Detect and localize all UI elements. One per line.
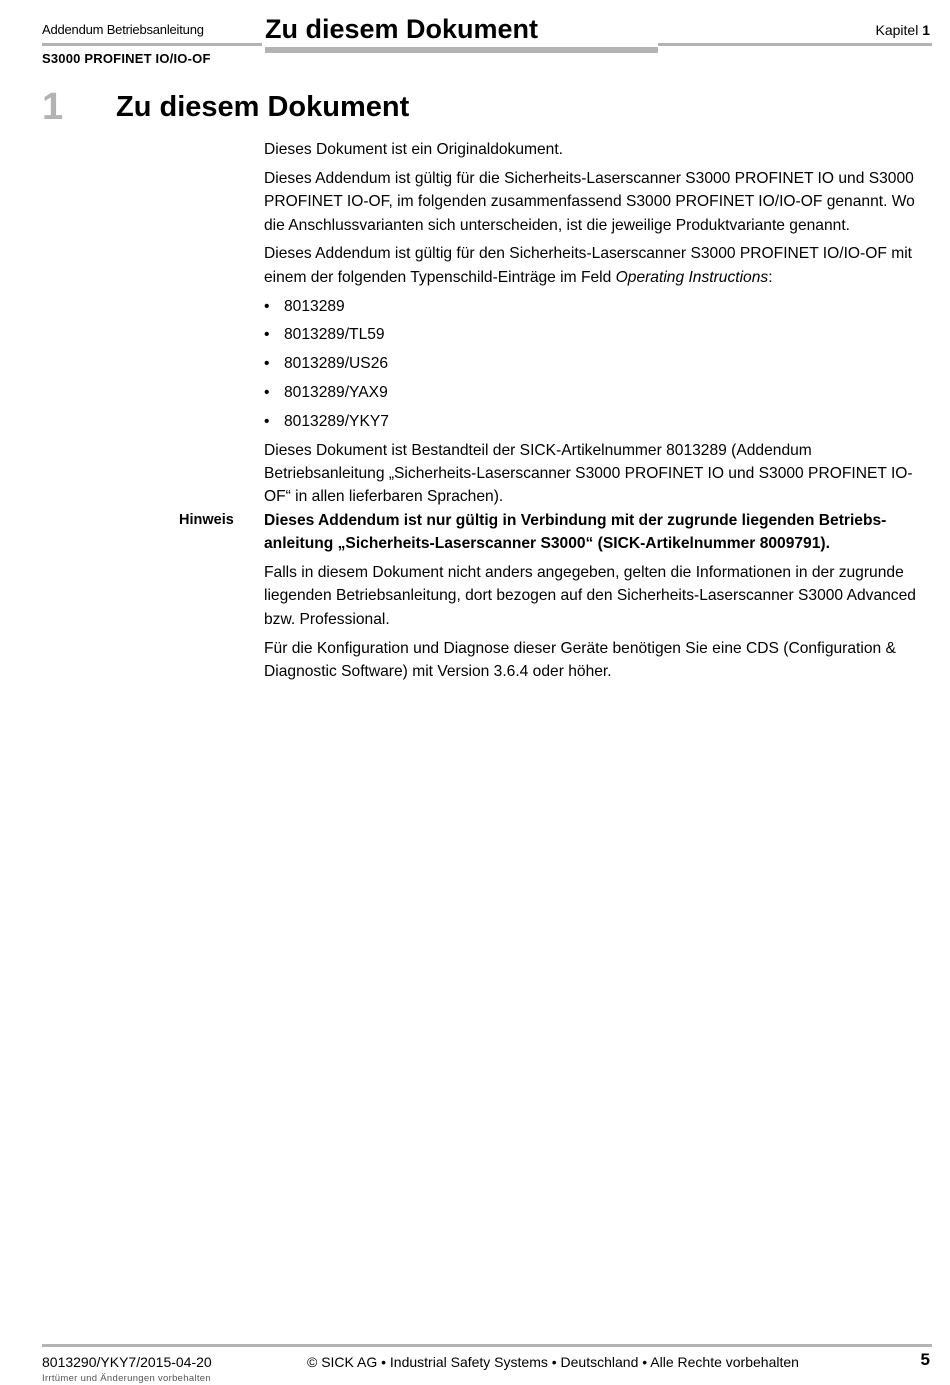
- list-item-text: 8013289: [284, 297, 345, 315]
- list-item-text: 8013289/YKY7: [284, 412, 389, 430]
- paragraph-software: Für die Konfiguration und Diagnose dieser Geräte benötigen Sie eine CDS (Configuration & Diagnostic Software) mit Version 3.6.4 oder höher.: [264, 639, 896, 681]
- bullet-icon: •: [264, 355, 270, 373]
- header-chapter: [876, 22, 931, 38]
- footer-rule: [42, 1344, 932, 1347]
- header-chapter-label: Kapitel: [875, 22, 919, 38]
- note-block: [179, 509, 932, 556]
- note-label: Hinweis: [179, 511, 234, 528]
- list-item-text: 8013289/US26: [284, 355, 389, 373]
- list-item: [264, 323, 932, 346]
- bullet-icon: •: [264, 384, 270, 401]
- bullet-icon: •: [264, 326, 270, 344]
- bullet-icon: •: [264, 412, 270, 430]
- list-item-text: 8013289/TL59: [284, 326, 385, 344]
- footer-doc-number: 8013290/YKY7/2015-04-20: [42, 1354, 212, 1370]
- header-rule-title: [265, 47, 658, 53]
- header-product-name: S3000 PROFINET IO/IO-OF: [42, 51, 211, 66]
- footer-copyright: © SICK AG • Industrial Safety Systems • Deutschland • Alle Rechte vorbehalten: [307, 1354, 799, 1370]
- paragraph-original-document: Dieses Dokument ist ein Originaldokument.: [264, 141, 564, 158]
- paragraph-validity: Dieses Addendum ist gültig für die Sicherheits-Laserscanner S3000 PROFINET IO und S3000 PROFINET IO-OF, im folgenden zusammenfassend S3000 PROFINET IO/IO-OF genannt. Wo die Anschlussvarianten sich unterscheiden, ist die jeweilige Produktvariante genannt.: [264, 169, 915, 234]
- header-rule-left: [42, 43, 262, 46]
- chapter-number: 1: [42, 86, 64, 128]
- typeplate-list: [264, 295, 932, 434]
- paragraph-typeplate-colon: :: [768, 268, 773, 286]
- header-doc-type: Addendum Betriebsanleitung: [42, 22, 204, 37]
- bullet-icon: •: [264, 297, 270, 315]
- footer-disclaimer: Irrtümer und Änderungen vorbehalten: [42, 1373, 211, 1384]
- header-rule-right: [658, 43, 932, 46]
- main-content: [179, 138, 932, 689]
- list-item: [264, 410, 932, 433]
- paragraph-reference: Falls in diesem Dokument nicht anders angegeben, gelten die Informationen in der zugrunde liegenden Betriebsanleitung, dort bezogen auf den Sicherheits-Laserscanner S3000 Advanced bzw. Professional.: [264, 564, 916, 628]
- list-item: [264, 352, 932, 375]
- list-item: [264, 381, 932, 404]
- list-item: [264, 295, 932, 318]
- paragraph-typeplate-field: Operating Instructions: [615, 268, 769, 286]
- footer-page-number: 5: [920, 1350, 930, 1369]
- paragraph-article-number: Dieses Dokument ist Bestandteil der SICK-Artikelnummer 8013289 (Addendum Betriebsanleitung „Sicherheits-Laserscanner S3000 PROFINET IO und S3000 PROFINET IO-OF“ in allen lieferbaren Sprachen).: [264, 441, 913, 506]
- list-item-text: 8013289/YAX9: [284, 384, 388, 401]
- note-text: Dieses Addendum ist nur gültig in Verbindung mit der zugrunde liegenden Betriebsanleitung „Sicherheits-Laserscanner S3000“ (SICK-Artikelnummer 8009791).: [264, 511, 887, 553]
- paragraph-typeplate-text: Dieses Addendum ist gültig für den Sicherheits-Laserscanner S3000 PROFINET IO/IO-OF mit einem der folgenden Typenschild-Einträge im Feld: [264, 245, 912, 286]
- header-section-title: Zu diesem Dokument: [265, 14, 539, 44]
- paragraph-typeplate: [264, 242, 932, 289]
- chapter-title: Zu diesem Dokument: [116, 91, 410, 123]
- header-chapter-number: 1: [922, 22, 930, 38]
